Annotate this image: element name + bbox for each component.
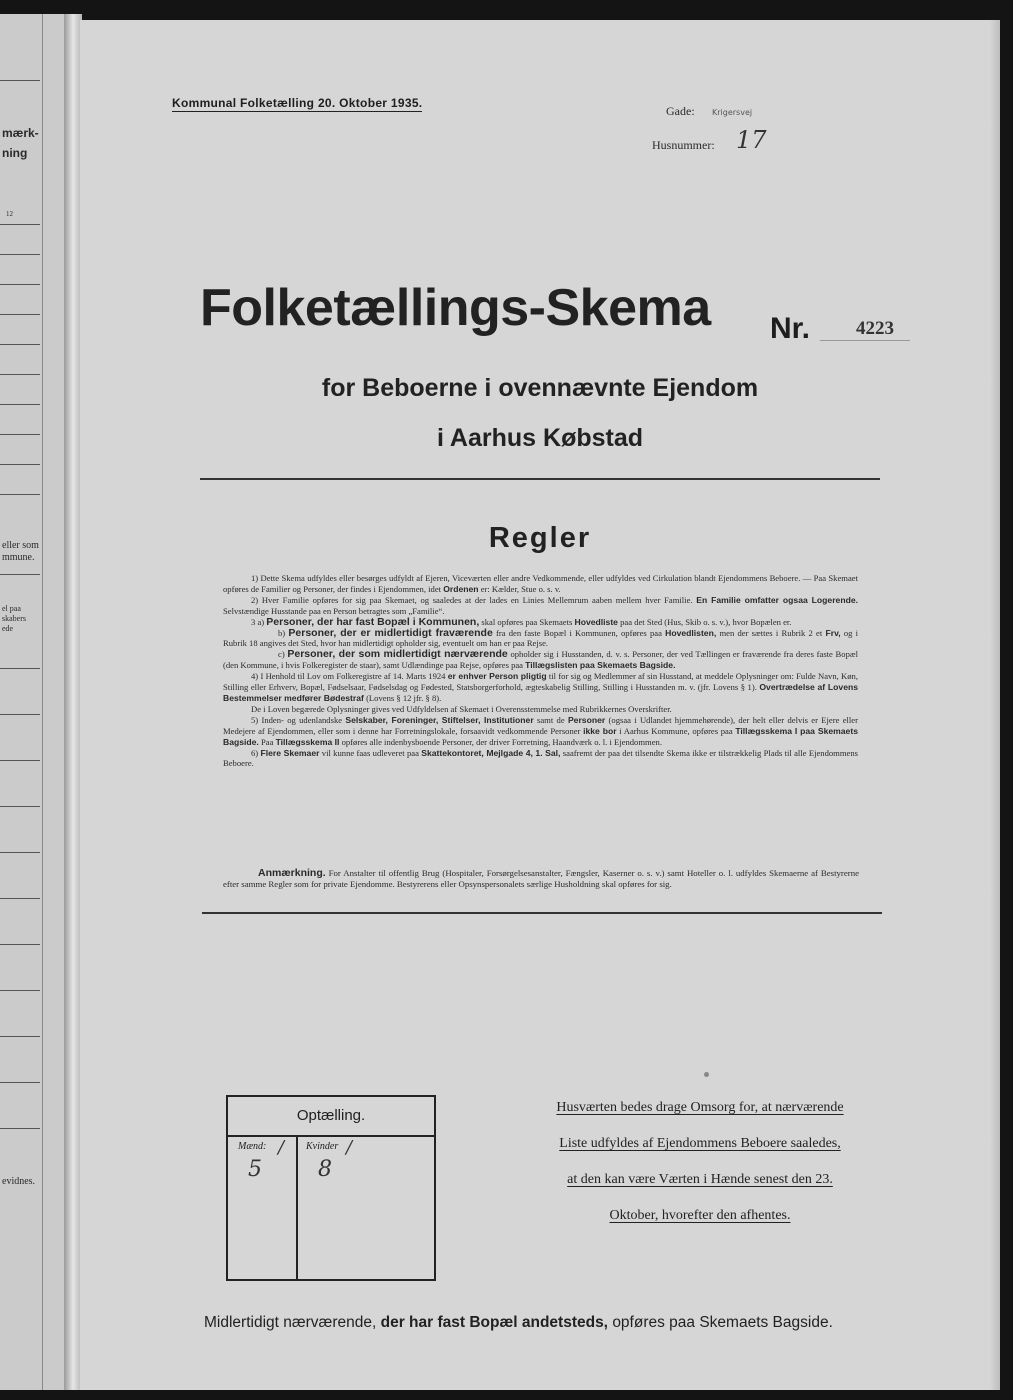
remark-divider <box>202 912 882 914</box>
rules-text <box>223 573 858 769</box>
left-rule <box>0 760 40 761</box>
street-value: Krigersvej <box>712 108 753 117</box>
left-rule <box>0 404 40 405</box>
rule-6: 6) Flere Skemaer vil kunne faas udleveret paa Skattekontoret, Mejlgade 4, 1. Sal, saafremt der paa det tilsendte Skema ikke er tilstrækkelig Plads til alle Ejendommens Beboere. <box>223 747 858 769</box>
left-rule <box>0 944 40 945</box>
remark-text: For Anstalter til offentlig Brug (Hospitaler, Forsørgelsesanstalter, Fængsler, Kaserner o. s. v.) samt Hoteller o. l. udfyldes Skemaerne af Bestyrerne efter samme Regler som for private Ejendomme. Bestyrerens eller Opsynspersonalets særlige Husholdning skal opføres for sig. <box>223 868 860 889</box>
women-count: 8 <box>318 1157 332 1182</box>
rule-3b: b) Personer, der er midlertidigt fraværende fra den faste Bopæl i Kommunen, opføres paa Hovedlisten, men der sættes i Rubrik 2 et Frv, og i Rubrik 18 angives det Sted, hvor han midlertidigt opholder sig, eventuelt om han er paa Rejse. <box>223 626 859 649</box>
left-fragment: mærk- <box>2 126 39 140</box>
left-rule <box>0 806 40 807</box>
left-rule <box>0 574 40 575</box>
left-rule <box>0 1036 40 1037</box>
left-fragment: eller som <box>2 540 39 551</box>
house-number-value: 17 <box>736 126 767 154</box>
number-underline <box>820 340 910 341</box>
rule-2: 2) Hver Familie opføres for sig paa Skemaet, og saaledes at der lades en Linies Mellemrum aaben mellem hver Familie. En Familie omfatter ogsaa Logerende. Selvstændige Husstande paa en Person betragtes som „Familie“. <box>223 594 858 616</box>
form-title: Folketællings-Skema <box>200 279 711 337</box>
rule-4: 4) I Henhold til Lov om Folkeregistre af 14. Marts 1924 er enhver Person pligtig til for sig og Medlemmer af sin Husstand, at meddele Oplysninger om: Fulde Navn, Køn, Stilling eller Erhverv, Bopæl, Fødselsaar, Fødselsdag og Fødested, Statsborgerforhold, ægteskabelig Stilling, Stilling i Husstanden m. v. (jfr. Lovens § 1). Overtrædelse af Lovens Bestemmelser medfører Bødestraf (Lovens § 12 jfr. § 8). <box>223 671 859 703</box>
left-rule <box>0 284 40 285</box>
left-rule <box>0 1128 40 1129</box>
remark-note <box>223 868 859 890</box>
left-fragment: ede <box>2 624 14 633</box>
left-rule <box>0 374 40 375</box>
subtitle-city: i Aarhus Købstad <box>436 424 644 452</box>
left-rule <box>0 314 40 315</box>
left-rule <box>0 990 40 991</box>
previous-page-strip <box>0 14 72 1390</box>
form-number: 4223 <box>856 318 894 339</box>
left-rule <box>0 80 40 81</box>
count-box <box>226 1095 436 1281</box>
left-fragment: skabers <box>2 614 26 623</box>
footer-instruction: Midlertidigt nærværende, der har fast Bopæl andetsteds, opføres paa Skemaets Bagside. <box>204 1314 833 1331</box>
left-rule <box>0 494 40 495</box>
remark-label: Anmærkning. <box>258 867 326 879</box>
rule-1: 1) Dette Skema udfyldes eller besørges udfyldt af Ejeren, Viceværten eller andre Vedkommende, eller udfyldes ved Cirkulation blandt Ejendommens Beboere. — Paa Skemaet opføres de Familier og Personer, der findes i Ejendommen, idet Ordenen er: Kælder, Stue o. s. v. <box>223 573 858 594</box>
count-title: Optælling. <box>296 1107 366 1124</box>
left-rule <box>0 852 40 853</box>
left-rule <box>0 668 40 669</box>
subtitle-residents: for Beboerne i ovennævnte Ejendom <box>321 374 759 402</box>
count-divider <box>228 1135 434 1137</box>
left-rule <box>0 714 40 715</box>
rule-3c: c) Personer, der som midlertidigt nærværende opholder sig i Husstanden, d. v. s. Personer, der ved Tællingen er fraværende fra deres faste Bopæl (den Kommune, i hvis Folkeregister de staar), samt Udlændinge paa Rejse, opføres paa Tillægslisten paa Skemaets Bagside. <box>223 648 858 671</box>
notice-line-1: Husværten bedes drage Omsorg for, at nærværende <box>556 1100 844 1115</box>
number-label: Nr. <box>770 312 811 345</box>
left-fragment: ning <box>2 146 28 160</box>
paper-spot <box>704 1072 709 1077</box>
left-rule <box>0 898 40 899</box>
rule-3a: 3 a) Personer, der har fast Bopæl i Kommunen, skal opføres paa Skemaets Hovedliste paa det Sted (Hus, Skib o. s. v.), hvor Bopælen er. <box>251 615 792 628</box>
men-label: Mænd: <box>238 1141 267 1152</box>
rules-heading: Regler <box>488 522 592 554</box>
title-divider <box>200 478 880 480</box>
left-rule <box>0 434 40 435</box>
house-number-label: Husnummer: <box>652 138 715 152</box>
column-line <box>42 14 43 1390</box>
rule-4b: De i Loven begærede Oplysninger gives ved Udfyldelsen af Skemaet i Overensstemmelse med Rubrikkernes Overskrifter. <box>251 703 672 714</box>
left-rule <box>0 344 40 345</box>
notice-line-4: Oktober, hvorefter den afhentes. <box>609 1208 791 1223</box>
rule-5: 5) Inden- og udenlandske Selskaber, Foreninger, Stiftelser, Institutioner samt de Personer (ogsaa i Udlandet hjemmehørende), der helt eller delvis er Ejere eller Medejere af Ejendommen, eller som i denne har Forretningslokale, forsaavidt vedkommende Personer ikke bor i Aarhus Kommune, opføres paa Tillægsskema I paa Skemaets Bagside. Paa Tillægsskema II opføres alle indenbysboende Personer, der driver Forretning, Haandværk o. l. i Ejendommen. <box>223 714 858 747</box>
women-slash: / <box>346 1137 353 1158</box>
left-fragment: evidnes. <box>2 1176 36 1187</box>
notice-line-2: Liste udfyldes af Ejendommens Beboere saaledes, <box>559 1136 841 1151</box>
left-rule <box>0 464 40 465</box>
left-rule <box>0 224 40 225</box>
men-count: 5 <box>248 1157 262 1182</box>
page-edge <box>990 20 1000 1390</box>
women-label: Kvinder <box>306 1141 339 1152</box>
street-label: Gade: <box>666 104 695 118</box>
left-fragment: el paa <box>2 604 21 613</box>
census-form-page <box>80 20 1000 1390</box>
left-rule <box>0 1082 40 1083</box>
left-fragment: 12 <box>6 210 13 218</box>
census-heading: Kommunal Folketælling 20. Oktober 1935. <box>172 96 423 110</box>
left-fragment: mmune. <box>2 552 35 563</box>
left-rule <box>0 254 40 255</box>
notice-line-3: at den kan være Værten i Hænde senest den 23. <box>567 1172 833 1187</box>
men-slash: / <box>278 1137 285 1158</box>
count-column-divider <box>296 1135 298 1279</box>
